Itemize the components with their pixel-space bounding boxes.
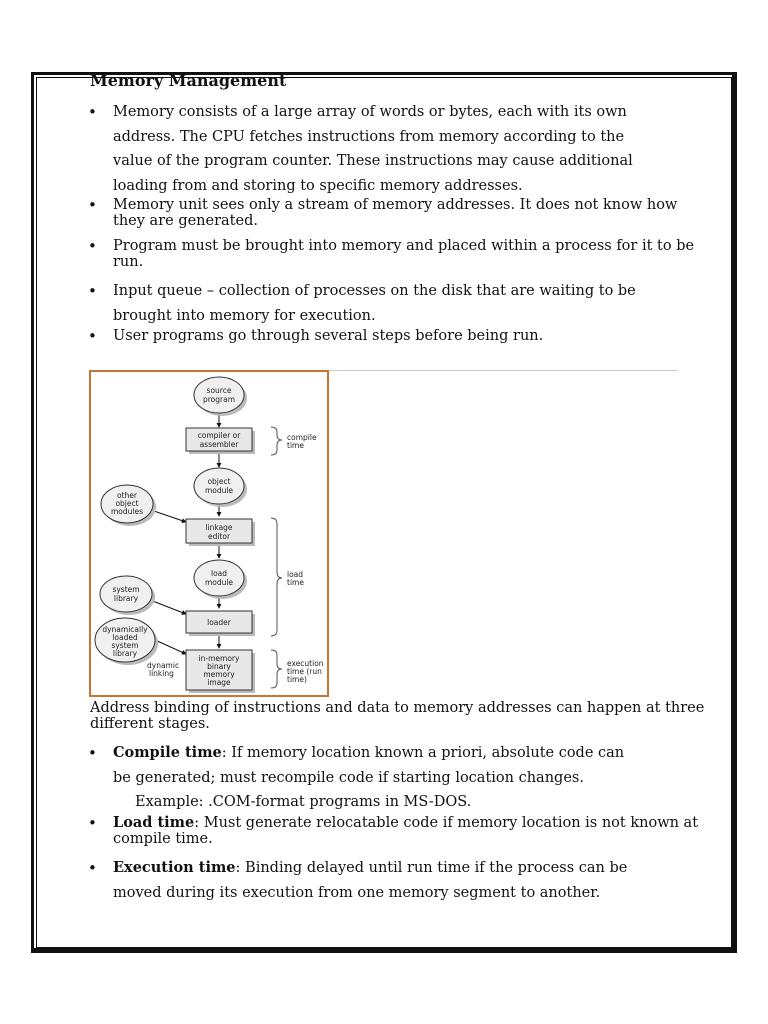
load-time-brace — [271, 518, 282, 636]
bullet-line: • Program must be brought into memory and placed within a process for it to be — [113, 238, 695, 254]
bullet-line: • User programs go through several steps before being run. — [113, 328, 544, 344]
binding-intro — [90, 700, 730, 732]
stage-term: Load time — [113, 814, 195, 831]
bullet-memory-array — [113, 100, 723, 198]
stage-example: Example: .COM-format programs in MS-DOS. — [135, 794, 472, 810]
node-label: library — [113, 594, 139, 603]
diagram-svg — [91, 372, 327, 695]
dynamic-linking-label: dynamic — [147, 661, 180, 670]
bullet-line: value of the program counter. These instructions may cause additional — [113, 153, 633, 169]
arrow-other-modules — [151, 510, 186, 522]
node-label: loaded — [112, 633, 138, 642]
node-label: memory — [203, 670, 235, 679]
node-label: module — [204, 578, 234, 587]
node-label: dynamically — [102, 625, 148, 634]
binding-intro-line: different stages. — [90, 716, 210, 732]
arrow-system-library — [150, 600, 186, 614]
execution-time-brace — [271, 650, 282, 688]
node-label: editor — [207, 532, 231, 541]
execution-time-label: time (run — [287, 667, 322, 676]
bullet-input-queue — [113, 279, 723, 328]
binding-intro-line: Address binding of instructions and data to memory addresses can happen at three — [90, 700, 705, 716]
stage-text: : Binding delayed until run time if the process can be — [235, 860, 628, 876]
horizontal-rule — [326, 370, 678, 371]
execution-time-label: time) — [287, 675, 307, 684]
compile-time-label: time — [287, 441, 304, 450]
bullet-line: loading from and storing to specific memory addresses. — [113, 177, 523, 194]
node-label: system — [111, 641, 139, 650]
node-label: loader — [207, 618, 231, 627]
stage-text: : If memory location known a priori, absolute code can — [221, 745, 625, 761]
stage-line — [113, 856, 723, 881]
bullet-program-brought — [113, 238, 723, 270]
node-label: modules — [110, 507, 144, 516]
dynamic-linking-label: linking — [149, 669, 174, 678]
execution-time-label: execution — [287, 659, 324, 668]
arrow-dynamic-library — [155, 640, 186, 654]
bullet-line: run. — [113, 254, 144, 270]
page-title: Memory Management — [90, 71, 287, 90]
bullet-line: • Memory unit sees only a stream of memory addresses. It does not know how — [113, 197, 678, 213]
stage-line: moved during its execution from one memory segment to another. — [113, 884, 601, 901]
node-label: assembler — [199, 440, 239, 449]
load-time-label: load — [287, 570, 304, 579]
node-label: object — [207, 477, 231, 486]
bullet-user-programs — [113, 328, 723, 344]
stage-line: compile time. — [113, 831, 213, 847]
node-label: other — [117, 491, 137, 500]
stage-execution-time — [113, 856, 723, 905]
compile-time-label: compile — [287, 433, 317, 442]
bullet-line: address. The CPU fetches instructions from memory according to the — [113, 128, 625, 145]
bullet-memory-unit — [113, 197, 723, 229]
node-label: image — [207, 678, 231, 687]
node-label: linkage — [205, 523, 233, 532]
stage-text: : Must generate relocatable code if memory location is not known at — [194, 815, 699, 831]
node-label: compiler or — [197, 431, 241, 440]
stage-load-time — [113, 815, 723, 847]
node-label: source — [206, 386, 232, 395]
node-label: system — [112, 585, 140, 594]
node-label: object — [115, 499, 139, 508]
stage-term: Compile time — [113, 744, 222, 761]
bullet-line: brought into memory for execution. — [113, 307, 376, 324]
bullet-line: they are generated. — [113, 213, 258, 229]
address-binding-diagram — [89, 370, 329, 697]
stage-line — [113, 815, 723, 831]
compile-time-brace — [271, 427, 282, 455]
stage-line — [113, 741, 723, 766]
bullet-line: • Input queue – collection of processes on the disk that are waiting to be — [113, 283, 636, 299]
bullet-line: • Memory consists of a large array of words or bytes, each with its own — [113, 104, 627, 120]
node-label: load — [210, 569, 228, 578]
load-time-label: time — [287, 578, 304, 587]
node-label: in-memory — [198, 654, 240, 663]
stage-term: Execution time — [113, 859, 236, 876]
node-label: binary — [207, 662, 231, 671]
stage-line: be generated; must recompile code if starting location changes. — [113, 769, 584, 786]
stage-compile-time — [113, 741, 723, 815]
node-label: module — [204, 486, 234, 495]
node-label: library — [112, 649, 138, 658]
node-label: program — [202, 395, 236, 404]
